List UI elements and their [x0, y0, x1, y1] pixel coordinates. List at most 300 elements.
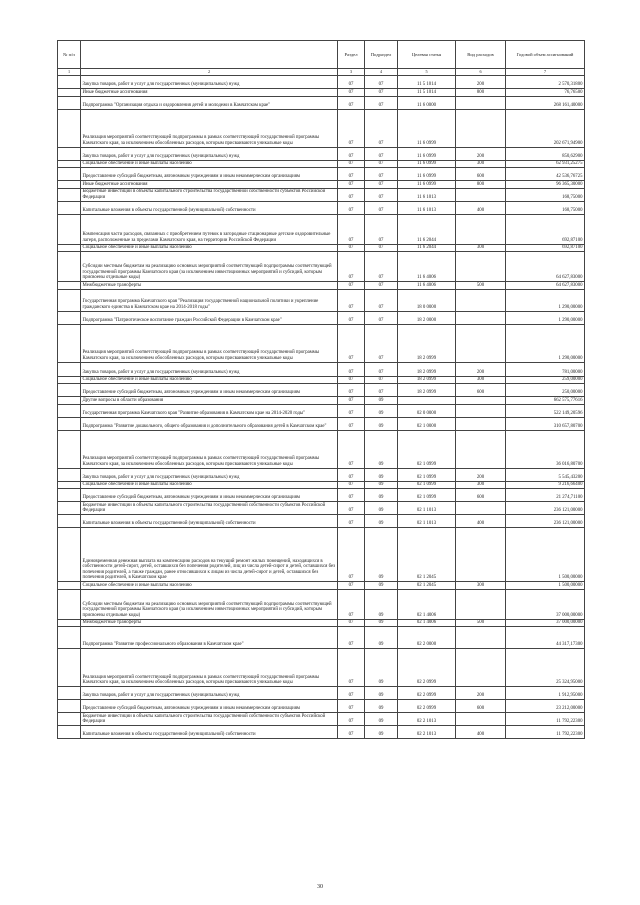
table-row: [58, 582, 585, 590]
expense-type-code: 200: [456, 687, 506, 700]
annual-amount: 850,62900: [506, 147, 585, 160]
item-name: Закупка товаров, работ и услуг для государственных (муниципальных) нужд: [81, 468, 338, 481]
table-header-row: [58, 41, 585, 69]
subsection-code: 07: [365, 168, 398, 181]
table-row: [58, 201, 585, 214]
section-code: 07: [338, 384, 365, 397]
annual-amount: 37 000,00000: [506, 619, 585, 627]
expense-type-code: [456, 96, 506, 109]
target-article-code: 02 2 0999: [398, 649, 456, 687]
table-row: [58, 96, 585, 109]
annual-amount: 64 627,83000: [506, 252, 585, 282]
annual-amount: 692,87100: [506, 244, 585, 252]
column-number: 4: [365, 69, 398, 76]
row-number: [58, 713, 81, 726]
target-article-code: 02 1 1013: [398, 515, 456, 528]
target-article-code: 11 5 1014: [398, 89, 456, 97]
annual-amount: 1 290,00000: [506, 289, 585, 311]
target-article-code: 11 6 0999: [398, 181, 456, 189]
annual-amount: 2 570,31800: [506, 76, 585, 89]
subsection-code: 09: [365, 404, 398, 417]
row-number: [58, 289, 81, 311]
annual-amount: 168,75000: [506, 188, 585, 201]
target-article-code: 02 1 0999: [398, 468, 456, 481]
item-name: Другие вопросы в области образования: [81, 397, 338, 405]
expense-type-code: 800: [456, 181, 506, 189]
expense-type-code: [456, 502, 506, 515]
annual-amount: 21 274,71100: [506, 489, 585, 502]
table-row: [58, 619, 585, 627]
subsection-code: 07: [365, 252, 398, 282]
row-number: [58, 109, 81, 147]
target-article-code: 02 1 1013: [398, 502, 456, 515]
column-number: 3: [338, 69, 365, 76]
target-article-code: 18 0 0000: [398, 289, 456, 311]
subsection-code: 07: [365, 181, 398, 189]
row-number: [58, 481, 81, 489]
header-razdel: Раздел: [338, 41, 365, 69]
subsection-code: 09: [365, 481, 398, 489]
subsection-code: 07: [365, 109, 398, 147]
expense-type-code: [456, 214, 506, 244]
target-article-code: 02 2 1013: [398, 726, 456, 739]
budget-table: [57, 40, 585, 739]
subsection-code: 09: [365, 430, 398, 468]
item-name: Предоставление субсидий бюджетным, автономным учреждениям и иным некоммерческим организациям: [81, 700, 338, 713]
section-code: 07: [338, 252, 365, 282]
annual-amount: 11 792,22300: [506, 713, 585, 726]
expense-type-code: [456, 528, 506, 582]
item-name: Социальное обеспечение и иные выплаты населению: [81, 582, 338, 590]
item-name: Социальное обеспечение и иные выплаты населению: [81, 244, 338, 252]
annual-amount: 5 545,43200: [506, 468, 585, 481]
table-row: [58, 726, 585, 739]
section-code: 07: [338, 96, 365, 109]
expense-type-code: 600: [456, 489, 506, 502]
row-number: [58, 417, 81, 430]
expense-type-code: [456, 649, 506, 687]
subsection-code: 09: [365, 726, 398, 739]
expense-type-code: 200: [456, 468, 506, 481]
table-row: [58, 687, 585, 700]
target-article-code: 11 6 1013: [398, 201, 456, 214]
header-annual-amount: Годовой объем ассигнований: [506, 41, 585, 69]
section-code: 07: [338, 713, 365, 726]
expense-type-code: [456, 417, 506, 430]
target-article-code: 11 6 2044: [398, 244, 456, 252]
target-article-code: 02 1 4006: [398, 589, 456, 619]
expense-type-code: [456, 713, 506, 726]
row-number: [58, 311, 81, 324]
subsection-code: 09: [365, 502, 398, 515]
column-number: 1: [58, 69, 81, 76]
expense-type-code: 300: [456, 376, 506, 384]
annual-amount: 62 931,25275: [506, 160, 585, 168]
section-code: 07: [338, 214, 365, 244]
item-name: Подпрограмма "Патриотическое воспитание граждан Российской Федерации в Камчатском крае": [81, 311, 338, 324]
section-code: 07: [338, 528, 365, 582]
table-row: [58, 252, 585, 282]
expense-type-code: 500: [456, 619, 506, 627]
item-name: Межбюджетные трансферты: [81, 619, 338, 627]
row-number: [58, 76, 81, 89]
table-row: [58, 384, 585, 397]
table-row: [58, 362, 585, 376]
column-number: 5: [398, 69, 456, 76]
section-code: 07: [338, 311, 365, 324]
item-name: Компенсация части расходов, связанных с приобретением путевок в загородные стационарные детские оздоровительные лагеря, расположенные за пределами Камчатского края, на территории Российской Федерации: [81, 214, 338, 244]
row-number: [58, 376, 81, 384]
section-code: 07: [338, 700, 365, 713]
section-code: 07: [338, 76, 365, 89]
annual-amount: 168,75000: [506, 201, 585, 214]
item-name: Закупка товаров, работ и услуг для государственных (муниципальных) нужд: [81, 147, 338, 160]
table-row: [58, 404, 585, 417]
subsection-code: 09: [365, 528, 398, 582]
annual-amount: 259,00000: [506, 376, 585, 384]
expense-type-code: [456, 289, 506, 311]
item-name: Подпрограмма "Развитие профессионального образования в Камчатском крае": [81, 627, 338, 649]
row-number: [58, 201, 81, 214]
row-number: [58, 687, 81, 700]
header-expense-type: Вид расходов: [456, 41, 506, 69]
section-code: 07: [338, 515, 365, 528]
header-number: № п/п: [58, 41, 81, 69]
item-name: Бюджетные инвестиции в объекты капитального строительства государственной собственности субъектов Российской Федерации: [81, 188, 338, 201]
annual-amount: 236 121,00000: [506, 502, 585, 515]
item-name: Закупка товаров, работ и услуг для государственных (муниципальных) нужд: [81, 362, 338, 376]
target-article-code: 11 5 1014: [398, 76, 456, 89]
expense-type-code: [456, 397, 506, 405]
expense-type-code: 400: [456, 201, 506, 214]
item-name: Предоставление субсидий бюджетным, автономным учреждениям и иным некоммерческим организациям: [81, 489, 338, 502]
row-number: [58, 188, 81, 201]
annual-amount: 662 575,77616: [506, 397, 585, 405]
subsection-code: 09: [365, 700, 398, 713]
table-row: [58, 376, 585, 384]
expense-type-code: 200: [456, 362, 506, 376]
expense-type-code: 300: [456, 244, 506, 252]
table-row: [58, 188, 585, 201]
row-number: [58, 582, 81, 590]
table-row: [58, 160, 585, 168]
annual-amount: 42 536,76725: [506, 168, 585, 181]
subsection-code: 07: [365, 376, 398, 384]
row-number: [58, 649, 81, 687]
annual-amount: 76,76500: [506, 89, 585, 97]
subsection-code: 09: [365, 687, 398, 700]
target-article-code: 02 1 0999: [398, 430, 456, 468]
row-number: [58, 324, 81, 362]
item-name: Социальное обеспечение и иные выплаты населению: [81, 160, 338, 168]
expense-type-code: [456, 252, 506, 282]
row-number: [58, 528, 81, 582]
column-number: 6: [456, 69, 506, 76]
section-code: 07: [338, 489, 365, 502]
row-number: [58, 489, 81, 502]
row-number: [58, 181, 81, 189]
expense-type-code: 200: [456, 76, 506, 89]
annual-amount: 781,00000: [506, 362, 585, 376]
row-number: [58, 214, 81, 244]
row-number: [58, 502, 81, 515]
item-name: Закупка товаров, работ и услуг для государственных (муниципальных) нужд: [81, 76, 338, 89]
table-row: [58, 168, 585, 181]
row-number: [58, 89, 81, 97]
expense-type-code: 500: [456, 282, 506, 290]
subsection-code: 07: [365, 244, 398, 252]
header-podrazdel: Подраздел: [365, 41, 398, 69]
subsection-code: 09: [365, 489, 398, 502]
row-number: [58, 619, 81, 627]
item-name: Подпрограмма "Организация отдыха и оздоровления детей и молодежи в Камчатском крае": [81, 96, 338, 109]
target-article-code: 11 6 0999: [398, 147, 456, 160]
section-code: 07: [338, 468, 365, 481]
expense-type-code: 300: [456, 160, 506, 168]
header-target-article: Целевая статья: [398, 41, 456, 69]
subsection-code: 07: [365, 147, 398, 160]
subsection-code: 07: [365, 201, 398, 214]
target-article-code: 02 0 0000: [398, 404, 456, 417]
section-code: 07: [338, 188, 365, 201]
expense-type-code: 400: [456, 515, 506, 528]
table-row: [58, 627, 585, 649]
column-number-row: [58, 69, 585, 76]
item-name: Реализация мероприятий соответствующей подпрограммы в рамках соответствующей государственной программы Камчатского края, за исключением обособленных расходов, которым присваиваются уникальные коды: [81, 430, 338, 468]
table-body: [58, 76, 585, 739]
subsection-code: 09: [365, 619, 398, 627]
subsection-code: 07: [365, 384, 398, 397]
subsection-code: 07: [365, 282, 398, 290]
subsection-code: 09: [365, 713, 398, 726]
item-name: Предоставление субсидий бюджетным, автономным учреждениям и иным некоммерческим организациям: [81, 168, 338, 181]
expense-type-code: [456, 188, 506, 201]
expense-type-code: 300: [456, 582, 506, 590]
item-name: Реализация мероприятий соответствующей подпрограммы в рамках соответствующей государственной программы Камчатского края, за исключением обособленных расходов, которым присваиваются уникальные коды: [81, 324, 338, 362]
row-number: [58, 168, 81, 181]
annual-amount: 1 912,95000: [506, 687, 585, 700]
annual-amount: 202 671,94900: [506, 109, 585, 147]
annual-amount: 692,87100: [506, 214, 585, 244]
section-code: 07: [338, 417, 365, 430]
annual-amount: 44 317,17300: [506, 627, 585, 649]
annual-amount: 25 324,95000: [506, 649, 585, 687]
target-article-code: 02 1 0000: [398, 417, 456, 430]
table-row: [58, 147, 585, 160]
section-code: 07: [338, 282, 365, 290]
section-code: 07: [338, 726, 365, 739]
annual-amount: 11 792,22300: [506, 726, 585, 739]
section-code: 07: [338, 160, 365, 168]
item-name: Капитальные вложения в объекты государственной (муниципальной) собственности: [81, 201, 338, 214]
subsection-code: 09: [365, 417, 398, 430]
row-number: [58, 160, 81, 168]
annual-amount: 23 212,00000: [506, 700, 585, 713]
item-name: Субсидии местным бюджетам на реализацию основных мероприятий соответствующей подпрограммы соответствующей государственной программы Камчатского края (за исключением инвестиционных мероприятий и субсидий, которым присвоены отдельные коды): [81, 252, 338, 282]
item-name: Субсидии местным бюджетам на реализацию основных мероприятий соответствующей подпрограммы соответствующей государственной программы Камчатского края (за исключением инвестиционных мероприятий и субсидий, которым присвоены отдельные коды): [81, 589, 338, 619]
table-row: [58, 109, 585, 147]
table-row: [58, 289, 585, 311]
table-row: [58, 481, 585, 489]
row-number: [58, 726, 81, 739]
target-article-code: 18 2 0000: [398, 311, 456, 324]
item-name: Закупка товаров, работ и услуг для государственных (муниципальных) нужд: [81, 687, 338, 700]
subsection-code: 09: [365, 582, 398, 590]
section-code: 07: [338, 289, 365, 311]
subsection-code: 09: [365, 468, 398, 481]
table-row: [58, 324, 585, 362]
subsection-code: 09: [365, 515, 398, 528]
section-code: 07: [338, 481, 365, 489]
annual-amount: 36 016,80700: [506, 430, 585, 468]
expense-type-code: 600: [456, 384, 506, 397]
expense-type-code: 800: [456, 89, 506, 97]
item-name: Иные бюджетные ассигнования: [81, 181, 338, 189]
expense-type-code: [456, 589, 506, 619]
item-name: Государственная программа Камчатского края "Развитие образования в Камчатском крае на 2014-2020 годы": [81, 404, 338, 417]
row-number: [58, 252, 81, 282]
target-article-code: 02 2 1013: [398, 713, 456, 726]
section-code: 07: [338, 89, 365, 97]
item-name: Реализация мероприятий соответствующей подпрограммы в рамках соответствующей государственной программы Камчатского края, за исключением обособленных расходов, которым присваиваются уникальные коды: [81, 649, 338, 687]
row-number: [58, 515, 81, 528]
annual-amount: 310 657,80700: [506, 417, 585, 430]
subsection-code: 07: [365, 160, 398, 168]
section-code: 07: [338, 181, 365, 189]
subsection-code: 07: [365, 188, 398, 201]
annual-amount: 236 121,00000: [506, 515, 585, 528]
table-row: [58, 589, 585, 619]
row-number: [58, 384, 81, 397]
expense-type-code: [456, 430, 506, 468]
table-row: [58, 502, 585, 515]
target-article-code: [398, 397, 456, 405]
expense-type-code: 600: [456, 700, 506, 713]
section-code: 07: [338, 619, 365, 627]
table-row: [58, 181, 585, 189]
target-article-code: 11 6 0999: [398, 168, 456, 181]
row-number: [58, 147, 81, 160]
expense-type-code: 300: [456, 481, 506, 489]
annual-amount: 1 290,00000: [506, 324, 585, 362]
section-code: 07: [338, 430, 365, 468]
section-code: 07: [338, 589, 365, 619]
table-row: [58, 430, 585, 468]
target-article-code: 11 6 1013: [398, 188, 456, 201]
annual-amount: 268 161,40000: [506, 96, 585, 109]
item-name: Бюджетные инвестиции в объекты капитального строительства государственной собственности субъектов Российской Федерации: [81, 502, 338, 515]
table-row: [58, 713, 585, 726]
section-code: 07: [338, 627, 365, 649]
section-code: 07: [338, 502, 365, 515]
target-article-code: 11 6 0000: [398, 96, 456, 109]
item-name: Предоставление субсидий бюджетным, автономным учреждениям и иным некоммерческим организациям: [81, 384, 338, 397]
section-code: 07: [338, 397, 365, 405]
section-code: 07: [338, 168, 365, 181]
target-article-code: 02 2 0999: [398, 700, 456, 713]
table-row: [58, 76, 585, 89]
section-code: 07: [338, 582, 365, 590]
table-row: [58, 417, 585, 430]
item-name: Иные бюджетные ассигнования: [81, 89, 338, 97]
target-article-code: 02 1 2045: [398, 582, 456, 590]
annual-amount: 37 000,00000: [506, 589, 585, 619]
expense-type-code: [456, 311, 506, 324]
table-row: [58, 244, 585, 252]
expense-type-code: [456, 324, 506, 362]
item-name: Социальное обеспечение и иные выплаты населению: [81, 376, 338, 384]
item-name: Социальное обеспечение и иные выплаты населению: [81, 481, 338, 489]
target-article-code: 18 2 0999: [398, 384, 456, 397]
section-code: 07: [338, 244, 365, 252]
annual-amount: 522 149,20596: [506, 404, 585, 417]
row-number: [58, 589, 81, 619]
row-number: [58, 96, 81, 109]
subsection-code: 07: [365, 96, 398, 109]
row-number: [58, 244, 81, 252]
item-name: Межбюджетные трансферты: [81, 282, 338, 290]
target-article-code: 02 1 0999: [398, 481, 456, 489]
item-name: Капитальные вложения в объекты государственной (муниципальной) собственности: [81, 726, 338, 739]
table-row: [58, 528, 585, 582]
table-row: [58, 700, 585, 713]
target-article-code: 11 6 4006: [398, 282, 456, 290]
item-name: Капитальные вложения в объекты государственной (муниципальной) собственности: [81, 515, 338, 528]
section-code: 07: [338, 376, 365, 384]
target-article-code: 11 6 0999: [398, 160, 456, 168]
expense-type-code: [456, 627, 506, 649]
column-number: 7: [506, 69, 585, 76]
target-article-code: 02 1 4006: [398, 619, 456, 627]
table-row: [58, 397, 585, 405]
target-article-code: 18 2 0999: [398, 362, 456, 376]
section-code: 07: [338, 201, 365, 214]
target-article-code: 18 2 0999: [398, 376, 456, 384]
section-code: 07: [338, 147, 365, 160]
row-number: [58, 627, 81, 649]
subsection-code: 07: [365, 89, 398, 97]
target-article-code: 11 6 2044: [398, 214, 456, 244]
section-code: 07: [338, 687, 365, 700]
annual-amount: 9 216,66400: [506, 481, 585, 489]
column-number: 2: [81, 69, 338, 76]
table-row: [58, 311, 585, 324]
item-name: Реализация мероприятий соответствующей подпрограммы в рамках соответствующей государственной программы Камчатского края, за исключением обособленных расходов, которым присваиваются уникальные коды: [81, 109, 338, 147]
section-code: 07: [338, 649, 365, 687]
subsection-code: 07: [365, 362, 398, 376]
expense-type-code: 200: [456, 147, 506, 160]
table-row: [58, 468, 585, 481]
row-number: [58, 430, 81, 468]
annual-amount: 1 290,00000: [506, 311, 585, 324]
table-row: [58, 515, 585, 528]
section-code: 07: [338, 404, 365, 417]
subsection-code: 07: [365, 311, 398, 324]
section-code: 07: [338, 109, 365, 147]
annual-amount: 1 500,00000: [506, 582, 585, 590]
item-name: Государственная программа Камчатского края "Реализация государственной национальной политики и укрепление гражданского единства в Камчатском крае на 2014-2018 годы": [81, 289, 338, 311]
table-row: [58, 89, 585, 97]
row-number: [58, 404, 81, 417]
annual-amount: 96 365,30000: [506, 181, 585, 189]
item-name: Бюджетные инвестиции в объекты капитального строительства государственной собственности субъектов Российской Федерации: [81, 713, 338, 726]
target-article-code: 11 6 4006: [398, 252, 456, 282]
subsection-code: 09: [365, 397, 398, 405]
item-name: Подпрограмма "Развитие дошкольного, общего образования и дополнительного образования детей в Камчатском крае": [81, 417, 338, 430]
table-row: [58, 489, 585, 502]
subsection-code: 09: [365, 649, 398, 687]
expense-type-code: 600: [456, 168, 506, 181]
